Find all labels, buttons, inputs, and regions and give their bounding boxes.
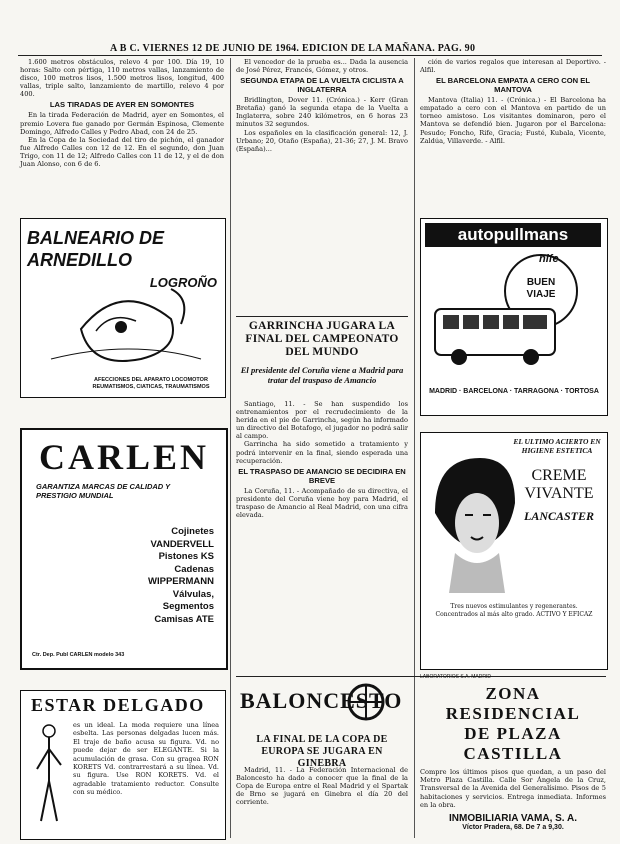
delgado-text: es un ideal. La moda requiere una línea esbelta. Las personas delgadas lucen más. El traje de baño acusa su figura. Vd. no puede dejar de ser ELEGANTE. Si la acumulación de grasa. Con su gragea RON KORETS Vd. contrarrestará a su línea. Vd. su figura. Use RON KORETS. Vd. el agradable tratamiento reductor. Consulte con su médico. bbox=[73, 721, 219, 797]
creme-footer: LABORATORIOS S.A. MADRID bbox=[420, 674, 491, 680]
copa-headline: LA FINAL DE LA COPA DE EUROPA SE JUGARA EN GINEBRA bbox=[256, 734, 388, 769]
page-header: A B C. VIERNES 12 DE JUNIO DE 1964. EDICION DE LA MAÑANA. PAG. 90 bbox=[110, 43, 476, 54]
middle-column-upper bbox=[236, 58, 408, 153]
carlen-item: VANDERVELL bbox=[150, 538, 214, 550]
carlen-brand: CARLEN bbox=[38, 437, 209, 477]
left-para-2: En la tirada Federación de Madrid, ayer en Somontes, el premio Lovera fue ganado por Germán Espinosa, Clemente Domingo, Alfredo Calles y Pedro Abad, con 24 de 25. bbox=[20, 111, 224, 136]
arnedillo-title: BALNEARIO DE ARNEDILLO bbox=[27, 228, 165, 270]
ad-plaza-castilla bbox=[420, 684, 606, 838]
right-column-text bbox=[420, 58, 606, 145]
mid-para-1: El vencedor de la prueba es... Dada la ausencia de José Pérez, Francés, Gómez, y otros. bbox=[236, 58, 408, 75]
castilla-title-1: ZONA RESIDENCIAL bbox=[445, 684, 581, 723]
creme-brand: LANCASTER bbox=[523, 509, 595, 523]
carlen-item: Cadenas bbox=[174, 563, 214, 575]
castilla-text: Compre los últimos pisos que quedan, a un paso del Metro Plaza Castilla. Calle Sor Ángela de la Cruz, Transversal de la Avenida del Generalísimo. Pisos de 5 habitaciones y servicios. Entrega inmediata. Informes en la obra. bbox=[420, 768, 606, 809]
slim-figure-illustration bbox=[29, 721, 69, 831]
right-para-1: ción de varios regalos que interesan al Deportivo. - Alfil. bbox=[420, 58, 606, 75]
autopullmans-slogan: BUEN VIAJE bbox=[526, 277, 556, 300]
autopullmans-brand: autopullmans bbox=[425, 223, 601, 247]
mid-para-2: Bridlington, Dover 11. (Crónica.) - Kerr (Gran Bretaña) ganó la segunda etapa de la Vuelta a Inglaterra, sobre 240 kilómetros, en 6 horas 23 minutos 32 segundos. bbox=[236, 96, 408, 129]
carlen-item: Pistones KS bbox=[158, 551, 214, 562]
ad-creme-vivante bbox=[420, 432, 608, 670]
creme-product-1: CREME bbox=[531, 467, 587, 484]
carlen-item: Segmentos bbox=[162, 601, 214, 612]
copa-text bbox=[236, 766, 408, 806]
autopullmans-sub: hife bbox=[539, 253, 559, 265]
mid-heading-1: SEGUNDA ETAPA DE LA VUELTA CICLISTA A INGLATERRA bbox=[240, 76, 404, 95]
castilla-company: INMOBILIARIA VAMA, S. A. bbox=[449, 813, 577, 825]
carlen-item: Cojinetes bbox=[171, 526, 214, 537]
header-rule bbox=[18, 55, 602, 56]
column-divider-1 bbox=[230, 58, 231, 838]
ad-autopullmans bbox=[420, 218, 608, 416]
right-para-2: Mantova (Italia) 11. - (Crónica.) - El Barcelona ha empatado a cero con el Mantova en partido de un torneo amistoso. Los visitantes dominaron, pero el Mantova se defendió bien. Jugaron por el Barcelona: Pesudo; Foncho, Rife, Gracia; Fusté, Kubala, Vicente, Zaldúa, Villaverde. - Alfil. bbox=[420, 96, 606, 145]
carlen-item: WIPPERMANN bbox=[148, 576, 214, 587]
mid-para-7: Madrid, 11. - La Federación Internacional de Baloncesto ha dado a conocer que la final de la Copa de Europa entre el Real Madrid y el Spartak de Brno se jugará en Ginebra el día 20 del corriente. bbox=[236, 766, 408, 807]
baloncesto-logo bbox=[238, 680, 408, 726]
carlen-item: Camisas ATE bbox=[154, 613, 214, 625]
mid-para-4: Santiago, 11. - Se han suspendido los entrenamientos por el recrudecimiento de la herida en el pie de Garrincha, según ha informado un directivo del Botafogo, el jugador no podrá salir al campo. bbox=[236, 400, 408, 441]
garrincha-subheadline: El presidente del Coruña viene a Madrid para tratar del traspaso de Amancio bbox=[240, 365, 404, 385]
autopullmans-cities: MADRID · BARCELONA · TARRAGONA · TORTOSA bbox=[429, 388, 599, 395]
creme-product-2: VIVANTE bbox=[524, 485, 594, 502]
left-para-3: En la Copa de la Sociedad del tiro de pichón, el ganador fue Alfredo Calles con 12 de 12. En el segundo, don Juan Trigo, con 11 de 12; Alfredo Calles con 11 de 12, y el de don Juan Alonso, con 6 de 6. bbox=[20, 135, 224, 169]
ad-carlen bbox=[20, 428, 228, 670]
mid-para-3: Los españoles en la clasificación general: 12, J. Urbano; 20, Otaño (España), 21-36; 27, J. M. Bravo (España)... bbox=[236, 128, 408, 153]
ad-arnedillo bbox=[20, 218, 226, 398]
left-column-text bbox=[20, 58, 224, 168]
castilla-title-2: DE PLAZA CASTILLA bbox=[463, 724, 563, 763]
delgado-title: ESTAR DELGADO bbox=[31, 695, 205, 715]
garrincha-headline: GARRINCHA JUGARA LA FINAL DEL CAMPEONATO DEL MUNDO bbox=[245, 320, 399, 358]
coach-bus-illustration bbox=[421, 251, 607, 381]
copa-europa-article bbox=[236, 734, 408, 770]
mid-rule-1 bbox=[236, 316, 408, 317]
arnedillo-caption: AFECCIONES DEL APARATO LOCOMOTOR REUMATISMOS, CIATICAS, TRAUMATISMOS bbox=[92, 377, 210, 390]
right-heading-1: EL BARCELONA EMPATA A CERO CON EL MANTOVA bbox=[436, 76, 590, 95]
carlen-footer: Ctr. Dep. Publ CARLEN modelo 343 bbox=[32, 652, 125, 658]
mid-heading-3: EL TRASPASO DE AMANCIO SE DECIDIRA EN BREVE bbox=[238, 466, 406, 485]
middle-column-lower bbox=[236, 400, 408, 519]
baloncesto-title: BALONCESTO bbox=[240, 688, 403, 713]
mid-para-6: La Coruña, 11. - Acompañado de su directiva, el presidente del Coruña viene hoy para Madrid, el traspaso de Amancio al Real Madrid, con una cifra elevada. bbox=[236, 486, 408, 520]
arnedillo-city: LOGROÑO bbox=[149, 275, 217, 290]
carlen-item: Válvulas, bbox=[172, 588, 214, 600]
garrincha-article bbox=[236, 320, 408, 385]
woman-portrait-illustration bbox=[425, 453, 515, 593]
column-divider-2 bbox=[414, 58, 415, 838]
castilla-address: Víctor Pradera, 68. De 7 a 9,30. bbox=[462, 824, 564, 832]
carlen-product-list bbox=[94, 526, 214, 626]
left-para-1: 1.600 metros obstáculos, relevo 4 por 100. Día 19, 10 horas: Salto con pértiga, 110 metros vallas, lanzamiento de disco, 100 metros lisos, 1.500 metros lisos, longitud, 400 vallas, triple salto, lanzamiento de martillo, relevo 4 por 400. bbox=[20, 58, 224, 99]
creme-header: EL ULTIMO ACIERTO EN HIGIENE ESTETICA bbox=[513, 437, 601, 455]
creme-caption: Tres nuevos estimulantes y regenerantes. Concentrados al más alto grado. ACTIVO Y EFICAZ bbox=[435, 603, 593, 618]
ad-estar-delgado bbox=[20, 690, 226, 840]
left-heading: LAS TIRADAS DE AYER EN SOMONTES bbox=[49, 100, 195, 110]
mid-para-5: Garrincha ha sido sometido a tratamiento y podrá intervenir en la final, siendo esperada una recuperación. bbox=[236, 440, 408, 465]
carlen-tagline: GARANTIZA MARCAS DE CALIDAD Y PRESTIGIO MUNDIAL bbox=[36, 482, 171, 500]
